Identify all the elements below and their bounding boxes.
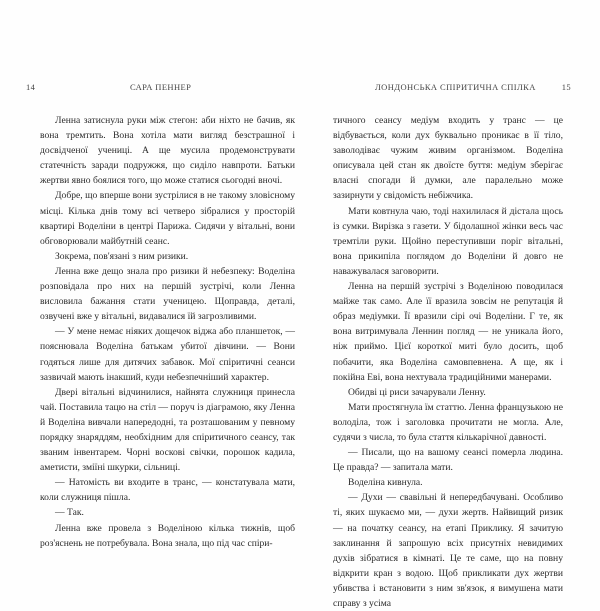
right-page bbox=[333, 0, 571, 609]
left-page-number: 14 bbox=[26, 82, 36, 92]
left-running-header: САРА ПЕННЕР bbox=[130, 82, 192, 92]
paragraph: Ленна затиснула руки між стегон: аби ніхто не бачив, як вона тремтить. Вона хотіла мати вигляд безстрашної і досвідченої учениці. А ще мусила продемонструвати статечність заради подружжя, що сиділо навпроти. Батьки жертви явно боялися того, що може статися сьогодні вночі. bbox=[40, 115, 295, 187]
paragraph: Мати простягнула їм статтю. Ленна французькою не володіла, тож і заголовка прочитати не могла. Але, судячи з числа, то була стаття кількарічної давності. bbox=[333, 401, 563, 443]
paragraph: — Писали, що на вашому сеансі померла людина. Це правда? — запитала мати. bbox=[333, 447, 563, 474]
left-page-header bbox=[26, 82, 295, 94]
paragraph: Обидві ці риси зачарували Ленну. bbox=[348, 386, 486, 398]
paragraph: — Натомість ви входите в транс, — констатувала мати, коли служниця пішла. bbox=[40, 477, 295, 504]
paragraph: Зокрема, пов'язані з ним ризики. bbox=[55, 250, 189, 262]
paragraph: — Духи — свавільні й непередбачувані. Особливо ті, яких шукаємо ми, — духи жертв. Найвищий ризик — на початку сеансу, на етапі Приклику. Я зачитую заклинання й запрошую всіх присутніх невидимих духів зібратися в кімнаті. Це те саме, що на повну відкрити кран з водою. Щоб прикликати дух жертви убивства і встановити з ним зв'язок, я вимушена мати справу з усіма bbox=[333, 492, 563, 609]
paragraph: Ленна вже дещо знала про ризики й небезпеку: Воделіна розповідала про них на першій зустрічі, коли Ленна висловила бажання стати ученицею. Щоправда, деталі, озвучені вже у вітальні, видавалися їй загрозливими. bbox=[40, 265, 295, 323]
left-page bbox=[26, 0, 295, 600]
paragraph: Ленна на першій зустрічі з Воделіною поводилася майже так само. Але її вразила зовсім не репутація й образ медіумки. Її вразили сірі очі Воделіни. Г те, як вона витримувала Леннин погляд — не уникала його, ніж приймо. Цієї короткої миті було досить, щоб побачити, яка Воделіна самовпевнена. А ще, як і покійна Еві, вона нехтувала традиційними манерами. bbox=[333, 281, 563, 383]
right-page-number: 15 bbox=[561, 82, 571, 92]
paragraph: Добре, що вперше вони зустрілися в не такому зловісному місці. Кілька днів тому всі четверо зібралися у просторій квартирі Воделіни в центрі Парижа. Сидячи у вітальні, вони обговорювали майбутній сеанс. bbox=[40, 190, 295, 247]
paragraph: Двері вітальні відчинилися, найнята служниця принесла чай. Поставила тацю на стіл — поруч із діаграмою, яку Ленна й Воделіна вивчали напередодні, та розташованим у певному порядку знаряддям, необхідним для спіритичного сеансу, так званим інвентарем. Чорні воскові свічки, порошок кадила, аметисти, зміїні шкурки, сільниці. bbox=[40, 386, 295, 474]
paragraph: тичного сеансу медіум входить у транс — це відбувається, коли дух буквально проникає в її тіло, заволодіває чужим живим організмом. Воделіна описувала цей стан як двоїсте буття: медіум зберігає власні спогади й думки, але паралельно може зазирнути у свідомість небіжчика. bbox=[333, 115, 563, 202]
left-page-body bbox=[40, 113, 295, 551]
paragraph: Воделіна кивнула. bbox=[348, 477, 423, 489]
paragraph: Мати ковтнула чаю, тоді нахилилася й дістала щось із сумки. Вирізка з газети. У бідолашної жінки весь час тремтіли руки. Щойно переступивши поріг вітальні, вона прикипіла поглядом до Воделіни й довго не наважувалася заговорити. bbox=[333, 205, 563, 277]
right-page-header bbox=[333, 82, 571, 94]
paragraph: Ленна вже провела з Воделіною кілька тижнів, щоб роз'яснень не потребувала. Вона знала, що під час спіри- bbox=[40, 522, 295, 549]
paragraph: — Так. bbox=[55, 507, 84, 519]
right-running-header: ЛОНДОНСЬКА СПІРИТИЧНА СПІЛКА bbox=[375, 82, 536, 92]
paragraph: — У мене немає ніяких дощечок віджа або планшеток, — пояснювала Воделіна батькам убитої дівчини. — Вони годяться лише для дитячих забавок. Мої спіритичні сеанси зазвичай мають інакший, куди небезпечніший характер. bbox=[40, 326, 295, 383]
right-page-body bbox=[333, 113, 563, 611]
